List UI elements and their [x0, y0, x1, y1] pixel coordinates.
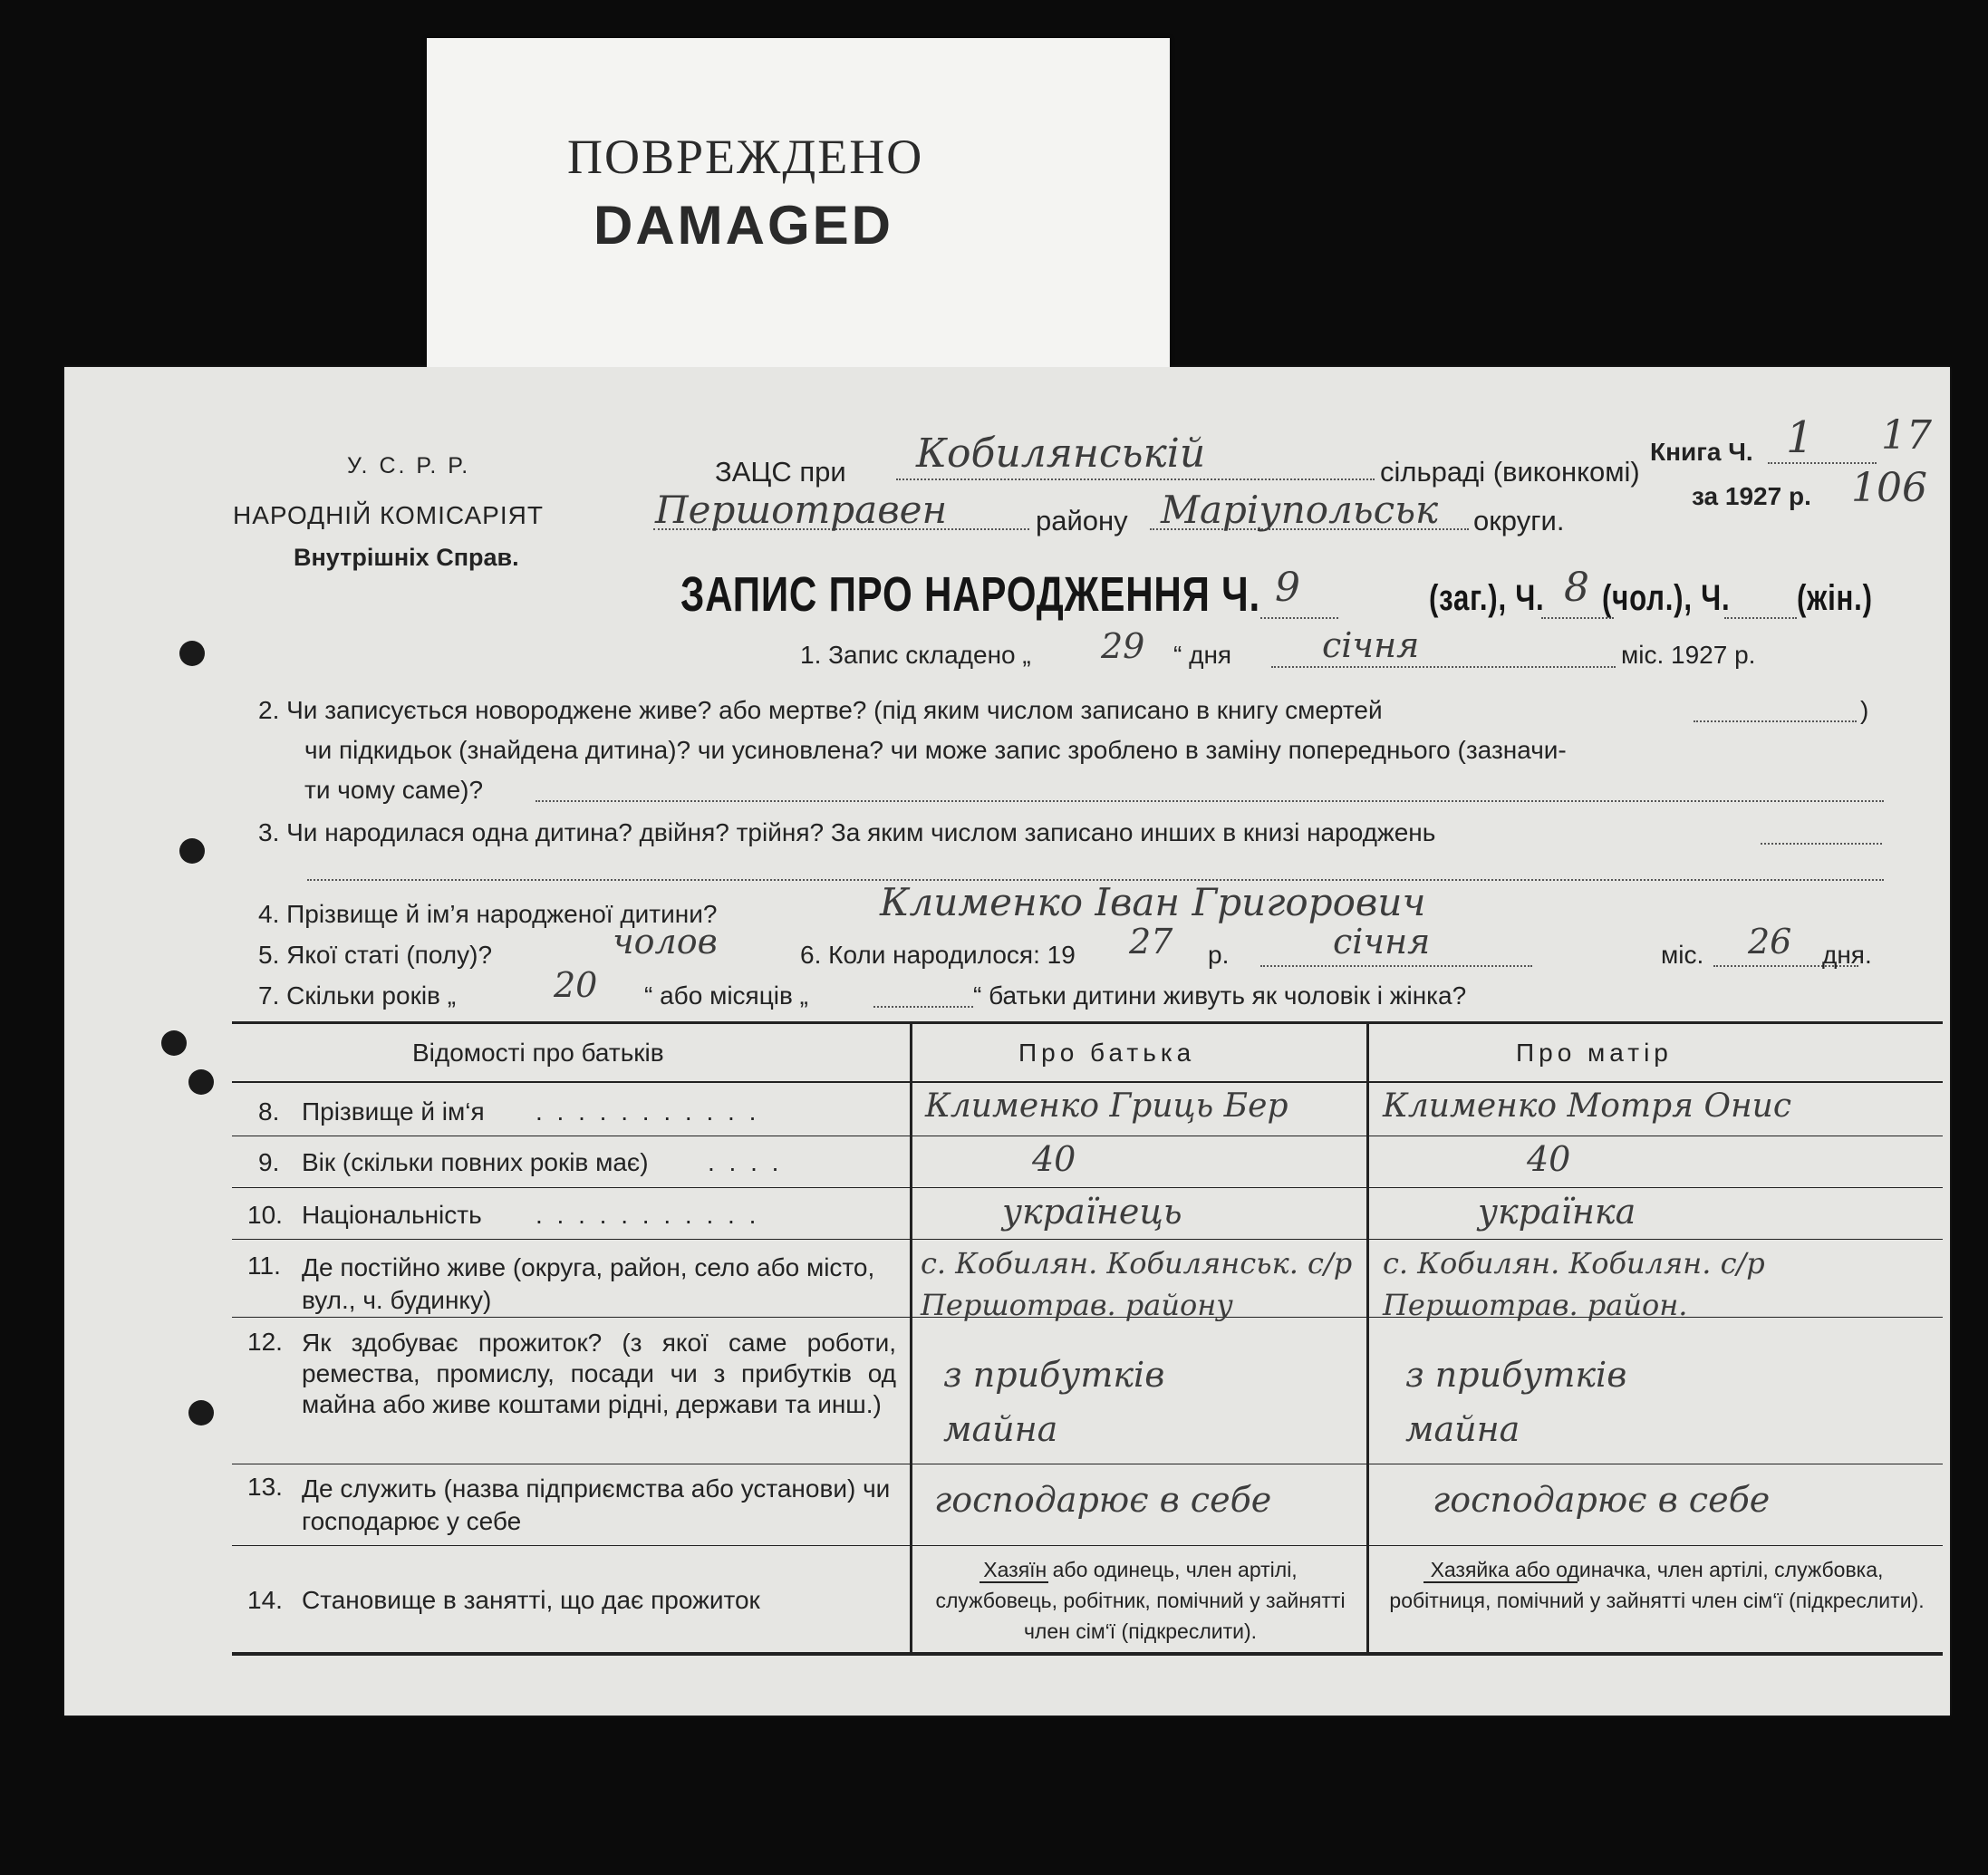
row-13-num: 13.	[247, 1473, 283, 1501]
row-8-label: Прізвище й ім‘я	[302, 1097, 485, 1126]
q6-month-line	[1260, 965, 1532, 967]
male-number-value: 8	[1564, 565, 1589, 611]
q2-line1-end: )	[1860, 696, 1869, 724]
okrug-value: Маріупольськ	[1161, 488, 1439, 532]
q5-value: чолов	[613, 922, 718, 962]
row-12-num: 12.	[247, 1328, 283, 1356]
row-9-leader: . . . .	[708, 1148, 783, 1176]
sticker-text-en: DAMAGED	[594, 195, 893, 256]
q1-month: січня	[1322, 625, 1420, 665]
row-10-num: 10.	[247, 1201, 283, 1229]
row-8-mother: Клименко Мотря Онис	[1383, 1087, 1792, 1125]
village-council-label: сільраді (виконкомі)	[1380, 456, 1640, 488]
q2-line1: 2. Чи записується новороджене живе? або мертве? (під яким числом записано в книгу смертей	[258, 696, 1383, 724]
birth-record-card	[64, 367, 1950, 1716]
q2-reason-line	[536, 800, 1884, 802]
okrug-label: округи.	[1473, 505, 1565, 536]
q7-months-line	[873, 1006, 973, 1008]
q7-prefix: 7. Скільки років „	[258, 981, 457, 1010]
row-9-father: 40	[1032, 1139, 1076, 1179]
table-row-rule	[232, 1187, 1943, 1188]
margin-note-2: 106	[1851, 465, 1927, 511]
district-value: Першотравен	[655, 488, 948, 532]
table-header-info: Відомості про батьків	[412, 1039, 664, 1067]
row-14-num: 14.	[247, 1586, 283, 1614]
q3-line1: 3. Чи народилася одна дитина? двійня? трійня? За яким числом записано инших в книзі народжень	[258, 818, 1436, 846]
punch-hole	[179, 641, 205, 666]
row-10-leader: . . . . . . . . . . .	[536, 1201, 760, 1229]
q6-label: 6. Коли народилося: 19	[800, 941, 1076, 969]
table-row-rule	[232, 1239, 1943, 1240]
father-underline-mark	[980, 1581, 1048, 1583]
q1-mid: “ дня	[1173, 641, 1232, 669]
q1-month-line	[1271, 666, 1616, 668]
male-label: (чол.), Ч.	[1602, 578, 1731, 618]
row-13-mother: господарює в себе	[1433, 1480, 1771, 1520]
punch-hole	[161, 1030, 187, 1056]
row-13-label: Де служить (назва підприємства або установи) чи господарює у себе	[302, 1474, 891, 1535]
mother-underline-mark	[1423, 1581, 1578, 1583]
q7-mid: “ або місяців „	[644, 981, 808, 1010]
row-10-father: українець	[1002, 1192, 1182, 1232]
book-value: 1	[1786, 412, 1814, 463]
table-col-divider	[910, 1024, 912, 1652]
q4-label: 4. Прізвище й ім’я народженої дитини?	[258, 900, 718, 928]
department-label: Внутрішніх Справ.	[294, 544, 519, 571]
q2-line2: чи підкидьок (знайдена дитина)? чи усиновлена? чи може запис зроблено в заміну попереднього (зазначи-	[304, 736, 1567, 764]
q6-month-label: міс.	[1661, 941, 1704, 969]
general-number-line	[1260, 617, 1338, 619]
q6-year-suffix: р.	[1208, 941, 1230, 969]
q6-day-value: 26	[1748, 922, 1792, 962]
q4-value: Клименко Іван Григорович	[880, 880, 1426, 924]
row-8-num: 8.	[258, 1097, 280, 1126]
row-14-father: Хазяїн або одинець, член артілі, службовець, робітник, помічний у зайнятті член сім‘ї (підкреслити).	[935, 1558, 1346, 1643]
row-11-label: Де постійно живе (округа, район, село або місто, вул., ч. будинку)	[302, 1253, 875, 1314]
table-row-rule	[232, 1545, 1943, 1546]
table-top-rule	[232, 1021, 1943, 1024]
table-header-father: Про батька	[1018, 1039, 1196, 1067]
q2-death-book-line	[1694, 720, 1857, 722]
female-label: (жін.)	[1797, 578, 1873, 618]
female-number-line	[1724, 617, 1797, 619]
punch-hole	[179, 838, 205, 864]
zags-label: ЗАЦС при	[715, 456, 846, 488]
table-bottom-rule	[232, 1652, 1943, 1656]
q2-line3: ти чому саме)?	[304, 776, 484, 804]
row-9-num: 9.	[258, 1148, 280, 1176]
q7-years: 20	[554, 965, 598, 1005]
q6-day-label: дня.	[1822, 941, 1872, 969]
row-14-mother: Хазяйка або одиначка, член артілі, службовка, робітниця, помічний у зайнятті член сім‘ї (підкреслити).	[1389, 1558, 1925, 1612]
table-col-divider	[1366, 1024, 1369, 1652]
row-12-mother: з прибутків майна	[1405, 1355, 1627, 1449]
year-label: за 1927 р.	[1692, 482, 1811, 510]
q6-month-value: січня	[1333, 922, 1431, 962]
row-10-mother: українка	[1478, 1192, 1636, 1232]
damaged-sticker	[427, 38, 1170, 390]
punch-hole	[188, 1400, 214, 1426]
general-number-value: 9	[1275, 565, 1300, 611]
row-9-label: Вік (скільки повних років має)	[302, 1148, 649, 1176]
q7-suffix: “ батьки дитини живуть як чоловік і жінка?	[973, 981, 1467, 1010]
row-11-mother: с. Кобилян. Кобилян. с/р Першотрав. район.	[1383, 1246, 1765, 1322]
sticker-text-ru: ПОВРЕЖДЕНО	[567, 130, 924, 184]
book-label: Книга Ч.	[1650, 438, 1753, 466]
row-8-leader: . . . . . . . . . . .	[536, 1097, 760, 1126]
book-line	[1768, 462, 1877, 464]
q1-suffix: міс. 1927 р.	[1621, 641, 1756, 669]
row-10-label: Національність	[302, 1201, 482, 1229]
row-13-father: господарює в себе	[934, 1480, 1272, 1520]
row-11-num: 11.	[247, 1252, 281, 1280]
row-12-father: з прибутків майна	[943, 1355, 1165, 1449]
q1-prefix: 1. Запис складено „	[800, 641, 1031, 669]
q3-number-line	[1761, 843, 1882, 845]
table-header-rule	[232, 1081, 1943, 1083]
page-title: ЗАПИС ПРО НАРОДЖЕННЯ Ч.	[680, 567, 1261, 622]
district-label: району	[1036, 505, 1128, 536]
republic-label: У. С. Р. Р.	[347, 453, 471, 478]
q5-label: 5. Якої статі (полу)?	[258, 941, 493, 969]
punch-hole	[188, 1069, 214, 1095]
table-header-mother: Про матір	[1516, 1039, 1673, 1067]
row-9-mother: 40	[1527, 1139, 1571, 1179]
zags-line	[896, 478, 1375, 480]
q1-day: 29	[1101, 626, 1145, 666]
zags-value: Кобилянській	[916, 430, 1206, 477]
row-11-father: с. Кобилян. Кобилянськ. с/р Першотрав. району	[921, 1246, 1353, 1322]
row-8-father: Клименко Гриць Бер	[925, 1087, 1288, 1125]
commissariat-label: НАРОДНІЙ КОМІСАРІЯТ	[233, 501, 544, 529]
row-12-label: Як здобуває прожиток? (з якої саме роботи, ремества, промислу, посади чи з прибутків од майна або живе коштами рідні, держави та инш.)	[302, 1329, 896, 1418]
margin-note-1: 17	[1881, 412, 1932, 459]
general-label: (заг.), Ч.	[1429, 578, 1545, 618]
q6-year-value: 27	[1129, 922, 1173, 962]
row-14-label: Становище в занятті, що дає прожиток	[302, 1586, 760, 1614]
